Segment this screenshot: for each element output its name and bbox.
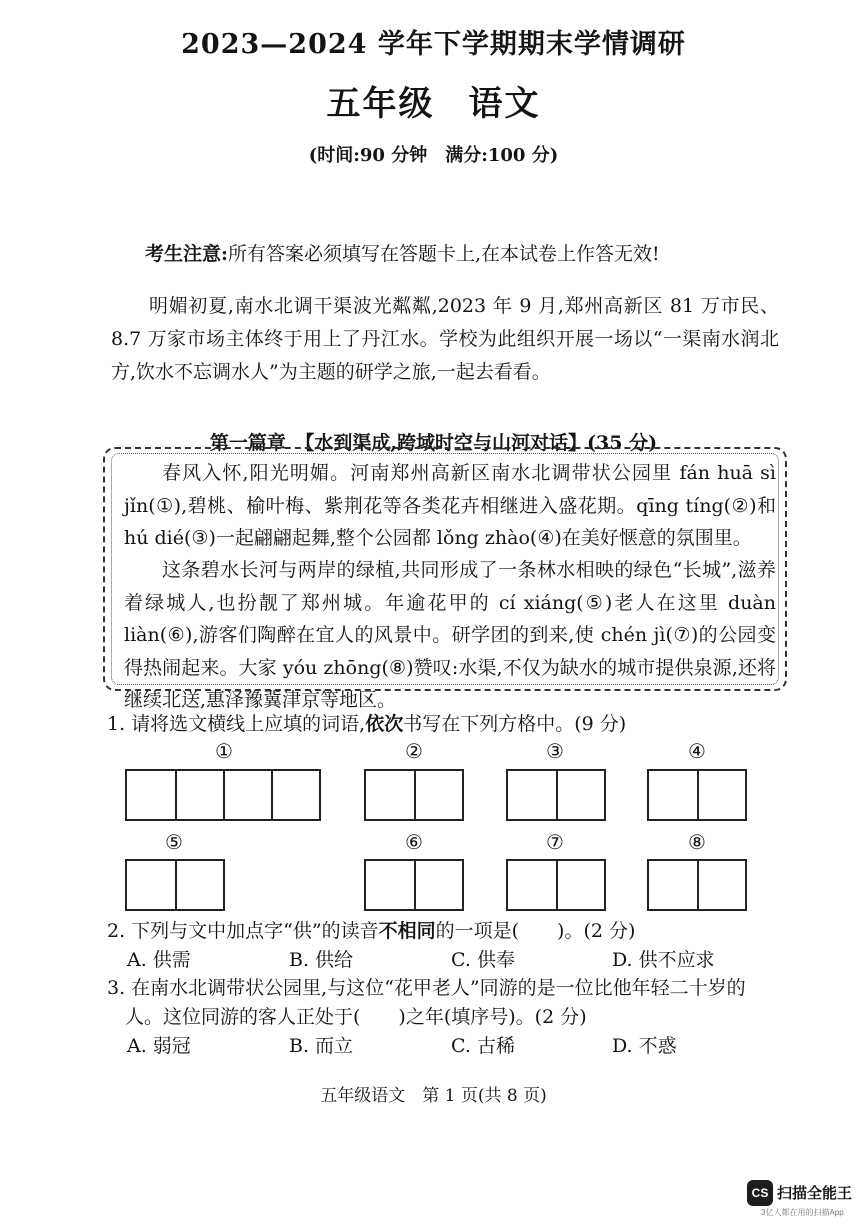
passage-paragraph-1: 春风入怀,阳光明媚。河南郑州高新区南水北调带状公园里 fán huā sì jǐn(①),碧桃、榆叶梅、紫荆花等各类花卉相继进入盛花期。qīng tíng(②)和 hú dié(③)一起翩翩起舞,整个公园都 lǒng zhào(④)在美好惬意的氛围里。 xyxy=(124,462,776,549)
notice-text: 所有答案必须填写在答题卡上,在本试卷上作答无效! xyxy=(228,243,660,265)
notice-label: 考生注意: xyxy=(145,243,229,265)
answer-grid-2[interactable] xyxy=(364,769,464,821)
answer-grid-6[interactable] xyxy=(364,859,464,911)
passage-paragraph-2: 这条碧水长河与两岸的绿植,共同形成了一条林水相映的绿色“长城”,滋养着绿城人,也扮靓了郑州城。年逾花甲的 cí xiáng(⑤)老人在这里 duàn liàn(⑥),游客们陶醉在宜人的风景中。研学团的到来,使 chén jì(⑦)的公园变得热闹起来。大家 yóu zhōng(⑧)赞叹:水渠,不仅为缺水的城市提供泉源,还将继续北送,惠泽豫冀津京等地区。 xyxy=(124,559,776,711)
q3-option-d[interactable]: D. 不惑 xyxy=(612,1035,677,1057)
answer-grid-4[interactable] xyxy=(647,769,747,821)
q3-option-a[interactable]: A. 弱冠 xyxy=(127,1035,191,1057)
exam-title: 2023—2024 学年下学期期末学情调研 xyxy=(181,29,686,60)
question-1: 1. 请将选文横线上应填的词语,依次书写在下列方格中。(9 分) xyxy=(107,713,627,735)
answer-label-5: ⑤ xyxy=(165,830,183,854)
scanner-watermark xyxy=(747,1180,857,1220)
answer-grid-8[interactable] xyxy=(647,859,747,911)
chapter-heading: 第一篇章 【水到渠成,跨域时空与山河对话】(35 分) xyxy=(209,432,658,454)
answer-label-1: ① xyxy=(215,739,233,763)
candidate-notice xyxy=(145,239,660,266)
watermark-name: 扫描全能王 xyxy=(777,1185,853,1202)
answer-label-8: ⑧ xyxy=(688,830,706,854)
subject-label: 语文 xyxy=(468,84,541,124)
grade-label: 五年级 xyxy=(326,84,435,124)
q2-option-b[interactable]: B. 供给 xyxy=(289,949,354,971)
q2-option-d[interactable]: D. 供不应求 xyxy=(612,949,715,971)
camscanner-icon: CS xyxy=(747,1180,773,1206)
watermark-tagline: 3亿人都在用的扫描App xyxy=(761,1208,844,1217)
intro-paragraph: 明媚初夏,南水北调干渠波光粼粼,2023 年 9 月,郑州高新区 81 万市民、8.7 万家市场主体终于用上了丹江水。学校为此组织开展一场以“一渠南水润北方,饮水不忘调水人”为主题的研学之旅,一起去看看。 xyxy=(111,295,779,383)
q2-option-c[interactable]: C. 供奉 xyxy=(451,949,515,971)
exam-subtitle xyxy=(0,76,867,125)
q3-option-c[interactable]: C. 古稀 xyxy=(451,1035,515,1057)
answer-label-7: ⑦ xyxy=(546,830,564,854)
answer-label-4: ④ xyxy=(688,739,706,763)
answer-grid-7[interactable] xyxy=(506,859,606,911)
time-info: (时间:90 分钟 满分:100 分) xyxy=(308,145,559,166)
question-3-line-2: 人。这位同游的客人正处于( )之年(填序号)。(2 分) xyxy=(125,1006,587,1028)
answer-grid-1[interactable] xyxy=(125,769,321,821)
question-3-line-1: 3. 在南水北调带状公园里,与这位“花甲老人”同游的是一位比他年轻二十岁的 xyxy=(107,977,746,999)
q2-option-a[interactable]: A. 供需 xyxy=(127,949,191,971)
answer-grid-5[interactable] xyxy=(125,859,225,911)
answer-label-2: ② xyxy=(405,739,423,763)
answer-label-3: ③ xyxy=(546,739,564,763)
answer-label-6: ⑥ xyxy=(405,830,423,854)
answer-grid-3[interactable] xyxy=(506,769,606,821)
question-2: 2. 下列与文中加点字“供”的读音不相同的一项是( )。(2 分) xyxy=(107,920,636,942)
page-footer: 五年级语文 第 1 页(共 8 页) xyxy=(320,1086,547,1106)
q3-option-b[interactable]: B. 而立 xyxy=(289,1035,354,1057)
